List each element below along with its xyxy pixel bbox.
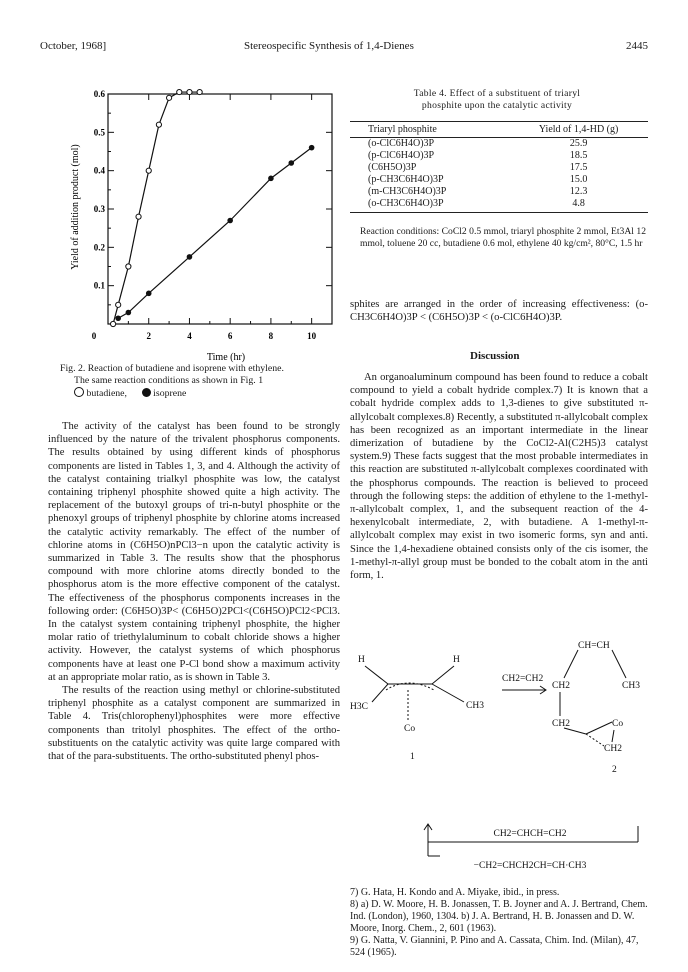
column-header-phosphite: Triaryl phosphite [350,122,509,138]
section-heading: Discussion [470,350,520,362]
atom-label: CH2 [552,681,570,691]
atom-label: CH2 [552,719,570,729]
point-butadiene [146,168,151,173]
table-4 [350,121,648,213]
atom-label: H [453,655,460,665]
table-title-line: Table 4. Effect of a substituent of triaryl [413,88,581,99]
right-column-discussion [350,371,648,582]
x-tick-label: 2 [146,331,151,341]
atom-label: Co [404,724,416,734]
table-row: (m-CH3C6H4O)3P 12.3 [368,186,588,197]
table-row: (o-ClC6H4O)3P 25.9 [368,138,588,149]
point-isoprene [146,291,152,297]
point-butadiene [197,89,202,94]
y-tick-label: 0.2 [93,242,105,253]
x-tick-label: 8 [268,331,274,341]
atom-label: CH3 [466,701,484,711]
reagent-label: CH2=CH2 [502,674,544,684]
point-butadiene [166,95,171,100]
atom-label: CH2 [604,744,622,754]
point-butadiene [126,264,131,269]
paragraph: The activity of the catalyst has been found to be strongly influenced by the nature of the trivalent phosphorus components. The results obtained by using different kinds of phosphorus components are listed in Tables 1, 3, and 4. Although the activity of the catalyst containing trialkyl phosphite was low, the catalyst containing triphenyl phosphite showed quite a high activity. The replacement of the butoxyl groups of tri-n-butyl phosphite or the phenoxyl groups of triphenyl phosphite by chlorine atoms increased the catalytic activity remarkably. The effect of the number of chlorine atoms in (C6H5O)nPCl3−n upon the catalytic activity is summarized in Table 3. The results show that the phosphorus compound with more chlorine atoms directly bonded to the phosphorus atom is the more effective component of the catalyst. The effectiveness of the phosphorus components increases in the following order: (C6H5O)3P< (C6H5O)2PCl<(C6H5O)PCl2<PCl3. In the catalyst system containing triphenyl phosphite, the higher molar ratio of triethylaluminum to cobalt chloride shows a higher activity. However, the catalyst systems of which phosphorus components have at least one P-Cl bond show a maximum activity at an appropriate molar ratio, as is shown in Table 3. [48,421,340,683]
x-tick-label: 6 [227,331,233,341]
x-axis-label: Time (hr) [206,352,246,363]
filled-circle-icon [142,388,151,397]
x-tick-label: 4 [187,331,192,341]
point-butadiene [156,122,161,127]
legend-isoprene: isoprene [153,388,187,399]
point-butadiene [136,214,141,219]
atom-label: CH3 [622,681,640,691]
point-butadiene [110,321,115,326]
reference-item: 8) a) D. W. Moore, H. B. Jonassen, T. B. Joyner and A. J. Bertrand, Chem. Ind. (London), 1960, 1304. b) J. A. Bertrand, H. B. Jonassen and D. W. Moore, Inorg. Chem., 2, 601 (1963). [350,899,648,934]
legend-butadiene: butadiene, [86,388,127,399]
figure-2-chart [60,82,350,382]
point-isoprene [309,145,315,151]
table-row: (C6H5O)3P 17.5 [368,162,588,173]
caption-title: Fig. 2. Reaction of butadiene and isoprene with ethylene. [60,363,284,374]
y-tick-label: 0.1 [93,280,105,291]
x-tick-label: 0 [91,331,97,341]
point-isoprene [227,218,233,224]
point-isoprene [288,160,294,166]
left-column-text [48,420,340,763]
reaction-scheme [350,612,650,882]
series-line-butadiene [113,92,200,324]
y-tick-label: 0.6 [93,89,105,99]
atom-label: CH=CH [578,641,610,651]
point-isoprene [126,310,132,316]
table-row: (p-CH3C6H4O)3P 15.0 [368,174,588,185]
y-tick-label: 0.3 [93,204,105,214]
plot-frame [108,94,332,324]
caption-note: The same reaction conditions as shown in Fig. 1 [74,375,264,386]
table-conditions: Reaction conditions: CoCl2 0.5 mmol, triaryl phosphite 2 mmol, Et3Al 12 mmol, toluene 20 cc, butadiene 0.6 mol, ethylene 40 kg/cm², 80°C, 1.5 hr [360,226,646,249]
y-tick-label: 0.5 [93,127,105,138]
reference-item: 9) G. Natta, V. Giannini, P. Pino and A. Cassata, Chim. Ind. (Milan), 47, 524 (1965). [350,935,639,958]
open-circle-icon [74,387,84,397]
running-header-date: October, 1968] [40,40,107,52]
atom-label: H [358,655,365,665]
y-tick-label: 0.4 [93,165,105,176]
y-axis-label: Yield of addition product (mol) [70,144,81,270]
table-row: (o-CH3C6H4O)3P 4.8 [350,198,648,213]
references [350,887,650,959]
atom-label: H3C [350,702,368,712]
point-isoprene [268,176,274,182]
running-header-title: Stereospecific Synthesis of 1,4-Dienes [244,40,414,52]
point-butadiene [187,89,192,94]
figure-caption [60,363,340,400]
right-column-intro: sphites are arranged in the order of increasing effectiveness: (o-CH3C6H4O)3P < (C6H5O)3P < (o-ClC6H4O)3P. [350,299,648,324]
table-title-line: phosphite upon the catalytic activity [421,100,573,111]
page-number: 2445 [626,40,648,52]
butadiene-label: CH2=CHCH=CH2 [493,829,567,839]
compound-number: 1 [410,752,415,762]
reference-item: 7) G. Hata, H. Kondo and A. Miyake, ibid., in press. [350,887,560,898]
table-row: (p-ClC6H4O)3P 18.5 [368,150,588,161]
point-isoprene [115,315,121,321]
point-butadiene [116,302,121,307]
atom-label: Co [612,719,624,729]
table-title [362,88,632,112]
point-isoprene [187,254,193,260]
column-header-yield: Yield of 1,4-HD (g) [509,122,648,138]
paragraph: An organoaluminum compound has been found to reduce a cobalt compound to yield a cobalt hydride complex.7) It is known that a cobalt hydride complex adds to 1,3-dienes to give substituted π-allylcobalt complexes.8) Recently, a substituted π-allylcobalt complex has been recognized as an important intermediate in the linear dimerization of butadiene by the CoCl2-Al(C2H5)3 catalyst system.9) These facts suggest that the most probable intermediates in this reaction are substituted π-allylcobalt complexes coordinated with the phosphorus compounds. The reaction is believed to proceed through the following steps: the addition of ethylene to the 1-methyl-π-allylcobalt complex, 1, and the subsequent reaction of the 4-hexenylcobalt intermediate, 2, with butadiene. A 1-methyl-π-allylcobalt complex may exist in two isomeric forms, syn and anti. Since the 1,4-hexadiene obtained consists only of the cis isomer, the 1-methyl-π-allyl group must be bonded to the cobalt atom in the anti form, 1. [350,372,648,582]
caption-legend [60,387,340,400]
x-tick-label: 10 [307,331,317,341]
compound-number: 2 [612,765,617,775]
point-butadiene [177,89,182,94]
product-label: −CH2=CHCH2CH=CH·CH3 [473,861,587,871]
paragraph: The results of the reaction using methyl or chlorine-substituted triphenyl phosphite as a catalyst component are summarized in Table 4. Tris(chlorophenyl)phosphites were more effective components than tritolyl phosphites. The effect of the ortho-substituents on the catalytic activity was quite large compared with that of the para-substituents. The ortho-substituted phenyl phos- [48,685,340,763]
